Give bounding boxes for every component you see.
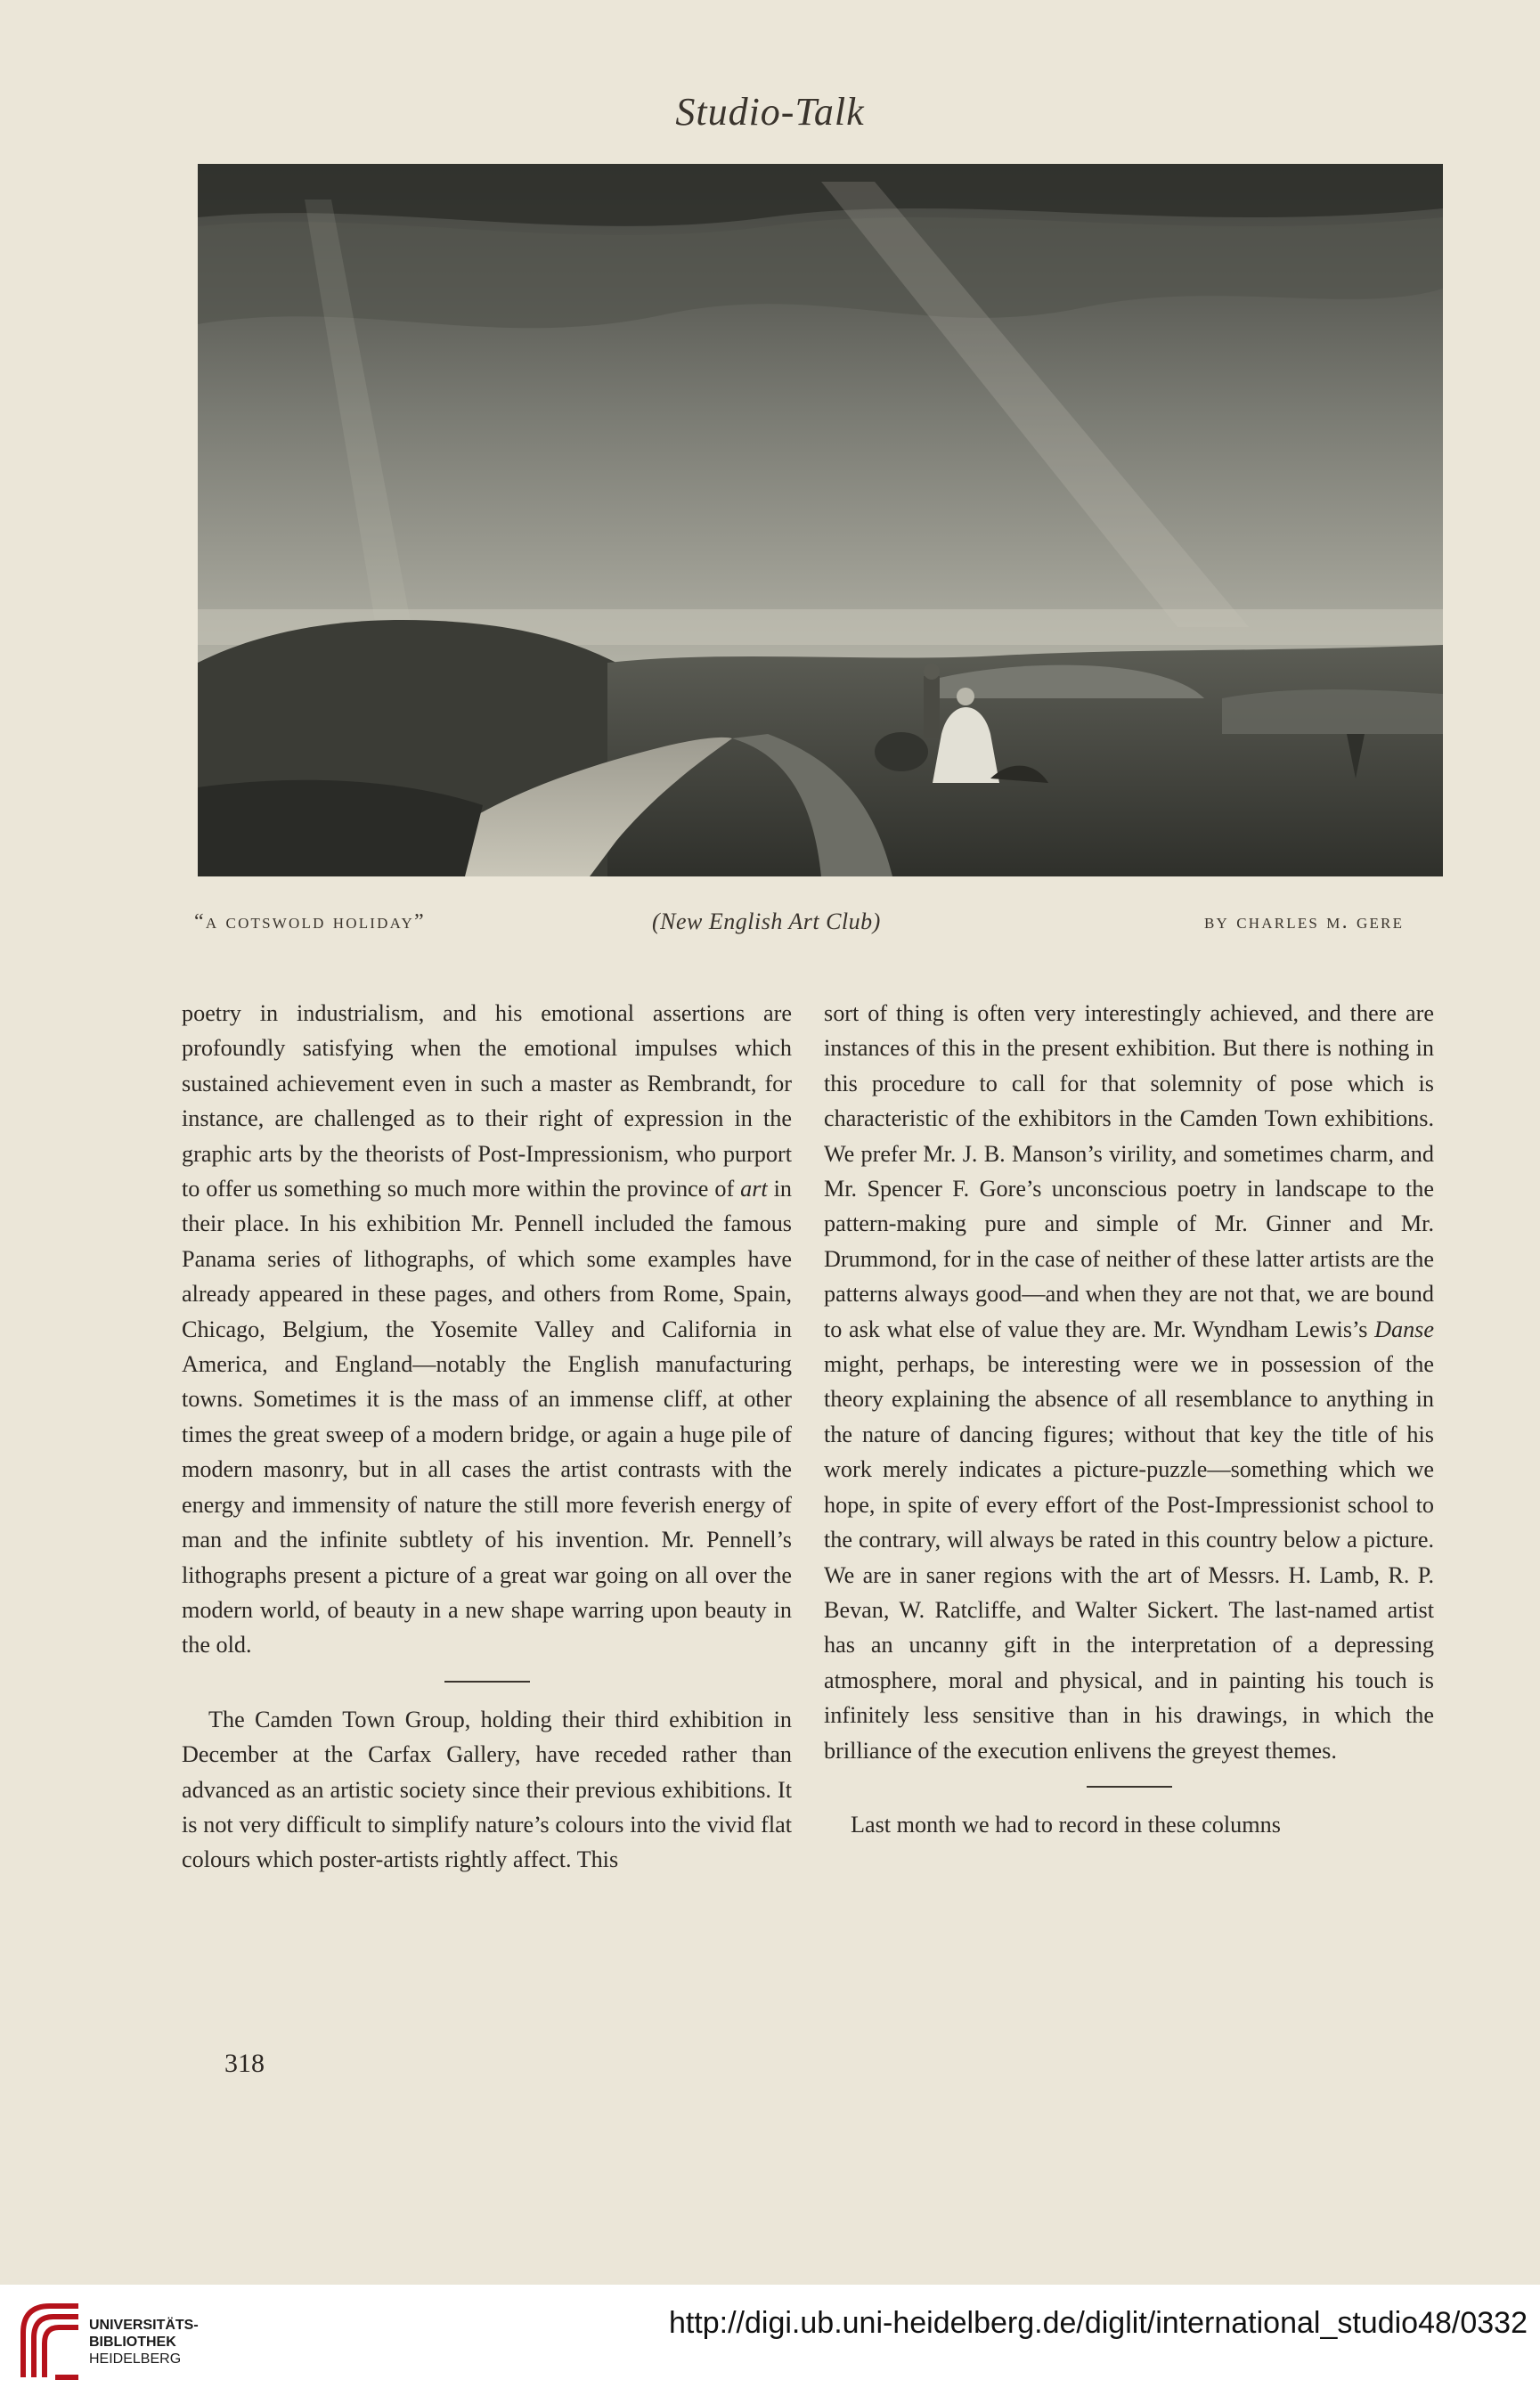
painting-plate <box>198 164 1443 876</box>
section-divider <box>444 1681 530 1683</box>
text-run: poetry in industrialism, and his emotional assertions are profoundly satisfying when the emotional impulses which sustained achievement even in such a master as Rembrandt, for instance, are challenged as to their right of expression in the graphic arts by the theorists of Post-Impressionism, who purport to offer us something so much more within the province of <box>182 1000 792 1202</box>
text-run: might, perhaps, be interesting were we in possession of the theory explaining the absence of all resemblance to anything in the nature of dancing figures; without that key the title of his work merely indicates a picture-puzzle—something which we hope, in spite of every effort of the Post-Impressionist school to the contrary, will always be rated in this country below a picture. We are in saner regions with the art of Messrs. H. Lamb, R. P. Bevan, W. Ratcliffe, and Walter Sickert. The last-named artist has an uncanny gift in the interpretation of a depressing atmosphere, moral and physical, and in painting his touch is infinitely less sensitive than in his drawings, in which the brilliance of the execution enlivens the greyest themes. <box>824 1351 1434 1764</box>
left-paragraph-1 <box>182 996 792 1663</box>
right-column <box>824 996 1434 1842</box>
plate-caption-source: (New English Art Club) <box>652 909 881 934</box>
right-paragraph-2: Last month we had to record in these columns <box>851 1811 1281 1838</box>
digitization-footer <box>0 2285 1540 2396</box>
library-name <box>89 2317 199 2367</box>
section-divider <box>1087 1786 1172 1788</box>
italic-word: Danse <box>1374 1316 1434 1342</box>
plate-caption-title: “a cotswold holiday” <box>194 910 426 933</box>
library-name-line: HEIDELBERG <box>89 2351 182 2367</box>
landscape-illustration <box>198 164 1443 876</box>
left-paragraph-2: The Camden Town Group, holding their third exhibition in December at the Carfax Gallery, have receded rather than advanced as an artistic society since their previous exhibitions. It is not very difficult to simplify nature’s colours into the vivid flat colours which poster-artists rightly affect. This <box>182 1706 792 1873</box>
library-name-line: UNIVERSITÄTS- <box>89 2318 199 2333</box>
left-column <box>182 996 792 1878</box>
right-paragraph-1 <box>824 996 1434 1768</box>
text-run: in their place. In his exhibition Mr. Pennell included the famous Panama series of lithographs, of which some examples have already appeared in these pages, and others from Rome, Spain, Chicago, Belgium, the Yosemite Valley and California in America, and England—notably the English manufacturing towns. Sometimes it is the mass of an immense cliff, at other times the great sweep of a modern bridge, or again a huge pile of modern masonry, but in all cases the artist contrasts with the energy and immensity of nature the still more feverish energy of man and the infinite subtlety of his invention. Mr. Pennell’s lithographs present a picture of a great war going on all over the modern world, of beauty in a new shape warring upon beauty in the old. <box>182 1176 792 1658</box>
italic-word: art <box>740 1176 768 1202</box>
library-name-line: BIBLIOTHEK <box>89 2335 176 2350</box>
source-url-link[interactable]: http://digi.ub.uni-heidelberg.de/diglit/international_studio48/0332 <box>668 2306 1528 2340</box>
running-title: Studio-Talk <box>675 90 865 134</box>
text-run: sort of thing is often very interestingly achieved, and there are instances of this in the present exhibition. But there is nothing in this procedure to call for that solemnity of pose which is characteristic of the exhibitors in the Camden Town exhibitions. We prefer Mr. J. B. Manson’s virility, and sometimes charm, and Mr. Spencer F. Gore’s unconscious poetry in landscape to the pattern-making pure and simple of Mr. Ginner and Mr. Drummond, for in the case of neither of these latter artists are the patterns always good—and when they are not that, we are bound to ask what else of value they are. Mr. Wyndham Lewis’s <box>824 1000 1434 1342</box>
plate-caption-artist: by charles m. gere <box>1204 910 1405 933</box>
page-number: 318 <box>224 2049 265 2078</box>
library-logo-icon <box>16 2297 84 2383</box>
